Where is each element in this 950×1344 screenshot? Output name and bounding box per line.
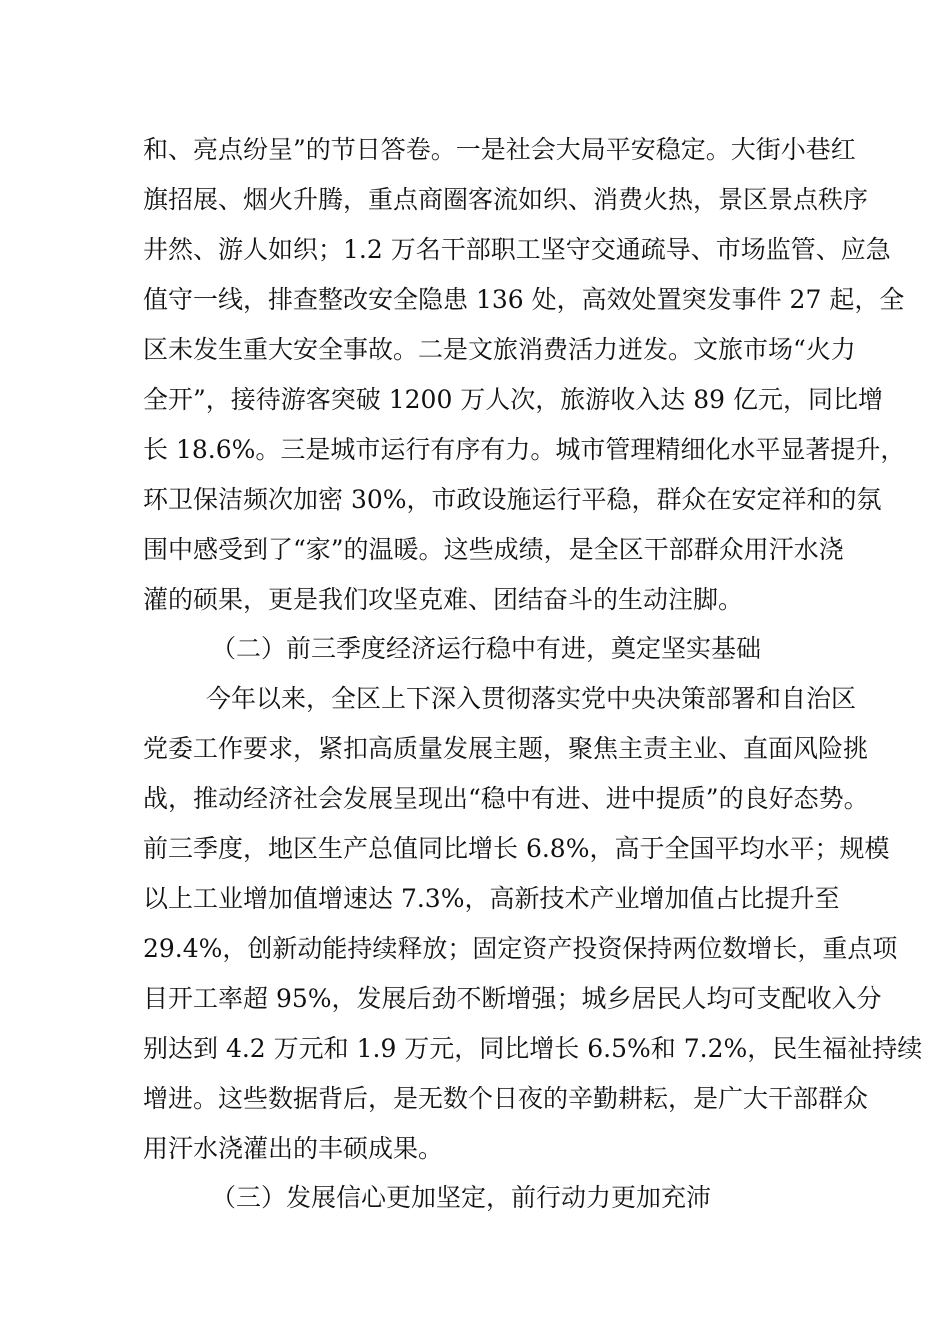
text-line: 长 18.6%。三是城市运行有序有力。城市管理精细化水平显著提升， — [143, 435, 906, 464]
text-line: 井然、游人如织；1.2 万名干部职工坚守交通疏导、市场监管、应急 — [143, 235, 891, 264]
text-line: 全开”，接待游客突破 1200 万人次，旅游收入达 89 亿元，同比增 — [143, 385, 884, 414]
text-line: 别达到 4.2 万元和 1.9 万元，同比增长 6.5%和 7.2%，民生福祉持续 — [143, 1034, 923, 1063]
text-line: 目开工率超 95%，发展后劲不断增强；城乡居民人均可支配收入分 — [143, 984, 882, 1013]
text-line: 旗招展、烟火升腾，重点商圈客流如织、消费火热，景区景点秩序 — [143, 185, 869, 214]
text-line: 29.4%，创新动能持续释放；固定资产投资保持两位数增长，重点项 — [143, 934, 898, 963]
text-line: 环卫保洁频次加密 30%，市政设施运行平稳，群众在安定祥和的氛 — [143, 485, 882, 514]
text-line: 灌的硕果，更是我们攻坚克难、团结奋斗的生动注脚。 — [143, 585, 744, 614]
text-line: 值守一线，排查整改安全隐患 136 处，高效处置突发事件 27 起，全 — [143, 285, 905, 314]
section-heading: （二）前三季度经济运行稳中有进，奠定坚实基础 — [211, 634, 762, 663]
text-line: 战，推动经济社会发展呈现出“稳中有进、进中提质”的良好态势。 — [143, 784, 869, 813]
text-line: 围中感受到了“家”的温暖。这些成绩，是全区干部群众用汗水浇 — [143, 535, 844, 564]
text-line: 增进。这些数据背后，是无数个日夜的辛勤耕耘，是广大干部群众 — [143, 1084, 869, 1113]
text-line: 党委工作要求，紧扣高质量发展主题，聚焦主责主业、直面风险挑 — [143, 734, 869, 763]
text-line: 和、亮点纷呈”的节日答卷。一是社会大局平安稳定。大街小巷红 — [143, 135, 856, 164]
paragraph-first-line: 今年以来，全区上下深入贯彻落实党中央决策部署和自治区 — [206, 684, 857, 713]
section-heading: （三）发展信心更加坚定，前行动力更加充沛 — [211, 1183, 712, 1212]
text-line: 区未发生重大安全事故。二是文旅消费活力迸发。文旅市场“火力 — [143, 335, 856, 364]
text-line: 用汗水浇灌出的丰硕成果。 — [143, 1134, 444, 1163]
text-line: 前三季度，地区生产总值同比增长 6.8%，高于全国平均水平；规模 — [143, 834, 890, 863]
text-line: 以上工业增加值增速达 7.3%，高新技术产业增加值占比提升至 — [143, 884, 840, 913]
